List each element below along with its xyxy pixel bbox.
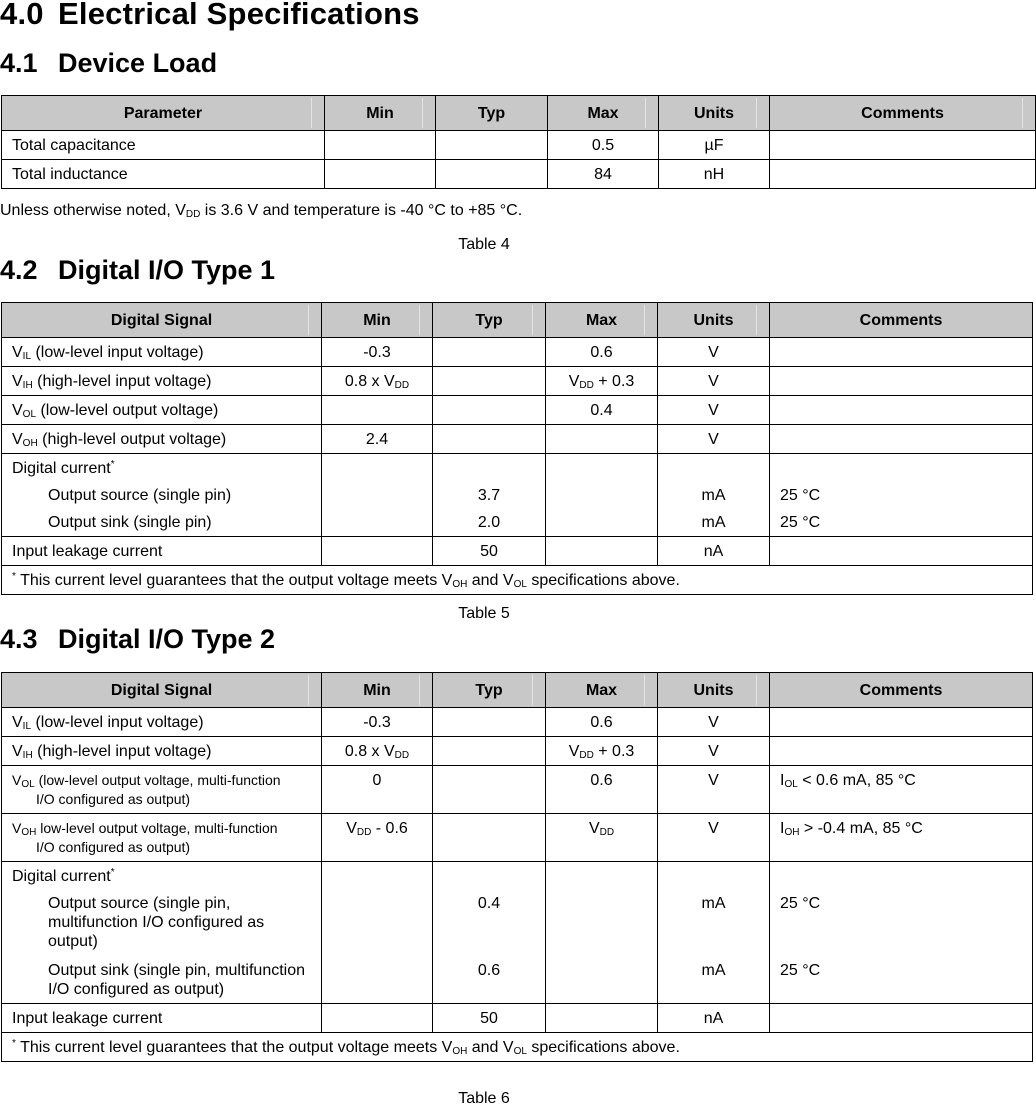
comments-cell: 25 °C 25 °C bbox=[770, 454, 1033, 537]
header-cell: Min bbox=[322, 673, 433, 708]
units-cell: mA mA bbox=[658, 454, 770, 537]
signal-cell: $V_{OL}$ (low-level output voltage, multi-function I/O configured as output) bbox=[2, 766, 322, 814]
units-cell: V bbox=[658, 367, 770, 396]
min-cell: 0.8 x $V_{DD}$ bbox=[322, 367, 433, 396]
output-sink-label: Output sink (single pin, multifunction I/O configured as output) bbox=[48, 962, 306, 998]
header-cell: Typ bbox=[436, 96, 548, 131]
table-header-row bbox=[2, 303, 1033, 338]
table-row bbox=[2, 708, 1033, 737]
section-title: Device Load bbox=[58, 48, 218, 78]
typ-cell bbox=[433, 396, 546, 425]
max-cell: 0.4 bbox=[546, 396, 658, 425]
signal-cell bbox=[2, 454, 322, 537]
typ-cell bbox=[433, 737, 546, 766]
typ-cell: 3.7 2.0 bbox=[433, 454, 546, 537]
header-cell: Digital Signal bbox=[2, 303, 322, 338]
signal-cell: Input leakage current bbox=[2, 537, 322, 566]
table-row bbox=[2, 367, 1033, 396]
units-cell: mA mA bbox=[658, 862, 770, 1004]
footnote-cell: * This current level guarantees that the output voltage meets $V_{OH}$ and $V_{OL}$ specifications above. bbox=[2, 1033, 1033, 1062]
min-cell bbox=[322, 454, 433, 537]
signal-cell: $V_{OL}$ (low-level output voltage) bbox=[2, 396, 322, 425]
header-cell: Parameter bbox=[2, 96, 325, 131]
digital-io-type2-table bbox=[1, 672, 1033, 1062]
section-heading-4-3 bbox=[0, 624, 275, 655]
typ-cell bbox=[436, 160, 548, 189]
signal-cell: $V_{IH}$ (high-level input voltage) bbox=[2, 367, 322, 396]
table-4-note: Unless otherwise noted, $V_{DD}$ is 3.6 V and temperature is -40 °C to +85 °C. bbox=[0, 202, 523, 220]
comments-cell: $I_{OL} < 0.6$ mA, 85 °C bbox=[770, 766, 1033, 814]
max-cell: $V_{DD} + 0.3$ bbox=[546, 367, 658, 396]
table-row bbox=[2, 131, 1036, 160]
header-cell: Digital Signal bbox=[2, 673, 322, 708]
comments-cell bbox=[770, 338, 1033, 367]
units-cell: µF bbox=[659, 131, 770, 160]
header-cell: Comments bbox=[770, 673, 1033, 708]
typ-cell: 50 bbox=[433, 537, 546, 566]
section-title: Electrical Specifications bbox=[58, 0, 420, 31]
units-cell: V bbox=[658, 766, 770, 814]
table-row bbox=[2, 454, 1033, 537]
max-cell: 0.6 bbox=[546, 708, 658, 737]
min-cell: 0 bbox=[322, 766, 433, 814]
typ-cell bbox=[433, 367, 546, 396]
signal-cell: $V_{IH}$ (high-level input voltage) bbox=[2, 737, 322, 766]
min-cell: 0.8 x $V_{DD}$ bbox=[322, 737, 433, 766]
comments-cell bbox=[770, 737, 1033, 766]
header-cell: Min bbox=[322, 303, 433, 338]
max-cell bbox=[546, 425, 658, 454]
comments-cell bbox=[770, 537, 1033, 566]
min-cell bbox=[325, 131, 436, 160]
header-cell: Units bbox=[658, 673, 770, 708]
param-cell: Total inductance bbox=[2, 160, 325, 189]
comments-cell: 25 °C 25 °C bbox=[770, 862, 1033, 1004]
comments-cell bbox=[770, 425, 1033, 454]
header-cell: Max bbox=[546, 303, 658, 338]
table-header-row bbox=[2, 673, 1033, 708]
header-cell: Typ bbox=[433, 303, 546, 338]
section-number: 4.0 bbox=[0, 0, 44, 31]
typ-cell: 0.4 0.6 bbox=[433, 862, 546, 1004]
output-sink-label: Output sink (single pin) bbox=[48, 514, 212, 531]
units-cell: nA bbox=[658, 1004, 770, 1033]
header-cell: Typ bbox=[433, 673, 546, 708]
max-cell: 0.6 bbox=[546, 338, 658, 367]
min-cell: 2.4 bbox=[322, 425, 433, 454]
max-cell: 0.6 bbox=[546, 766, 658, 814]
footnote-cell: * This current level guarantees that the output voltage meets $V_{OH}$ and $V_{OL}$ specifications above. bbox=[2, 566, 1033, 595]
comments-cell bbox=[770, 131, 1036, 160]
signal-cell: Input leakage current bbox=[2, 1004, 322, 1033]
header-cell: Comments bbox=[770, 96, 1036, 131]
header-cell: Units bbox=[659, 96, 770, 131]
section-number: 4.1 bbox=[0, 48, 38, 78]
table-5-caption: Table 5 bbox=[458, 605, 510, 622]
table-row bbox=[2, 425, 1033, 454]
output-source-label: Output source (single pin) bbox=[48, 487, 232, 504]
typ-cell bbox=[433, 766, 546, 814]
header-cell: Comments bbox=[770, 303, 1033, 338]
min-cell bbox=[322, 396, 433, 425]
min-cell: -0.3 bbox=[322, 708, 433, 737]
max-cell bbox=[546, 1004, 658, 1033]
section-number: 4.3 bbox=[0, 624, 38, 654]
typ-cell bbox=[436, 131, 548, 160]
min-cell bbox=[325, 160, 436, 189]
comments-cell bbox=[770, 1004, 1033, 1033]
units-cell: V bbox=[658, 708, 770, 737]
units-cell: V bbox=[658, 425, 770, 454]
signal-cell: $V_{IL}$ (low-level input voltage) bbox=[2, 338, 322, 367]
signal-cell: $V_{OH}$ (high-level output voltage) bbox=[2, 425, 322, 454]
table-footnote-row bbox=[2, 1033, 1033, 1062]
section-heading-4-1 bbox=[0, 48, 217, 79]
section-heading-4-2 bbox=[0, 255, 275, 286]
max-cell bbox=[546, 537, 658, 566]
header-cell: Units bbox=[658, 303, 770, 338]
units-cell: V bbox=[658, 814, 770, 862]
table-row bbox=[2, 1004, 1033, 1033]
device-load-table bbox=[1, 95, 1036, 189]
comments-cell: $I_{OH} > -0.4$ mA, 85 °C bbox=[770, 814, 1033, 862]
units-cell: V bbox=[658, 737, 770, 766]
table-row bbox=[2, 814, 1033, 862]
section-title: Digital I/O Type 2 bbox=[58, 624, 276, 654]
table-row bbox=[2, 160, 1036, 189]
min-cell bbox=[322, 862, 433, 1004]
comments-cell bbox=[770, 160, 1036, 189]
min-cell: $V_{DD} - 0.6$ bbox=[322, 814, 433, 862]
table-header-row bbox=[2, 96, 1036, 131]
units-cell: V bbox=[658, 396, 770, 425]
table-6-caption: Table 6 bbox=[458, 1090, 510, 1107]
signal-cell: $V_{OH}$ low-level output voltage, multi-function I/O configured as output) bbox=[2, 814, 322, 862]
comments-cell bbox=[770, 367, 1033, 396]
table-row bbox=[2, 537, 1033, 566]
typ-cell: 50 bbox=[433, 1004, 546, 1033]
units-cell: V bbox=[658, 338, 770, 367]
max-cell bbox=[546, 454, 658, 537]
min-cell bbox=[322, 1004, 433, 1033]
max-cell: $V_{DD}$ bbox=[546, 814, 658, 862]
comments-cell bbox=[770, 708, 1033, 737]
table-row bbox=[2, 396, 1033, 425]
digital-io-type1-table bbox=[1, 302, 1033, 595]
max-cell bbox=[546, 862, 658, 1004]
section-title: Digital I/O Type 1 bbox=[58, 255, 276, 285]
header-cell: Min bbox=[325, 96, 436, 131]
typ-cell bbox=[433, 425, 546, 454]
section-heading-4-0 bbox=[0, 0, 420, 32]
max-cell: 84 bbox=[548, 160, 659, 189]
param-cell: Total capacitance bbox=[2, 131, 325, 160]
table-4-caption: Table 4 bbox=[458, 236, 510, 253]
signal-cell bbox=[2, 862, 322, 1004]
min-cell bbox=[322, 537, 433, 566]
min-cell: -0.3 bbox=[322, 338, 433, 367]
digital-current-label: Digital current* bbox=[12, 867, 115, 885]
section-number: 4.2 bbox=[0, 255, 38, 285]
table-row bbox=[2, 766, 1033, 814]
table-footnote-row bbox=[2, 566, 1033, 595]
header-cell: Max bbox=[548, 96, 659, 131]
typ-cell bbox=[433, 814, 546, 862]
max-cell: 0.5 bbox=[548, 131, 659, 160]
units-cell: nH bbox=[659, 160, 770, 189]
table-row bbox=[2, 338, 1033, 367]
units-cell: nA bbox=[658, 537, 770, 566]
typ-cell bbox=[433, 338, 546, 367]
typ-cell bbox=[433, 708, 546, 737]
max-cell: $V_{DD} + 0.3$ bbox=[546, 737, 658, 766]
table-row bbox=[2, 737, 1033, 766]
digital-current-label: Digital current* bbox=[12, 459, 115, 477]
output-source-label: Output source (single pin, multifunction I/O configured as output) bbox=[48, 895, 265, 950]
table-row bbox=[2, 862, 1033, 1004]
comments-cell bbox=[770, 396, 1033, 425]
header-cell: Max bbox=[546, 673, 658, 708]
signal-cell: $V_{IL}$ (low-level input voltage) bbox=[2, 708, 322, 737]
